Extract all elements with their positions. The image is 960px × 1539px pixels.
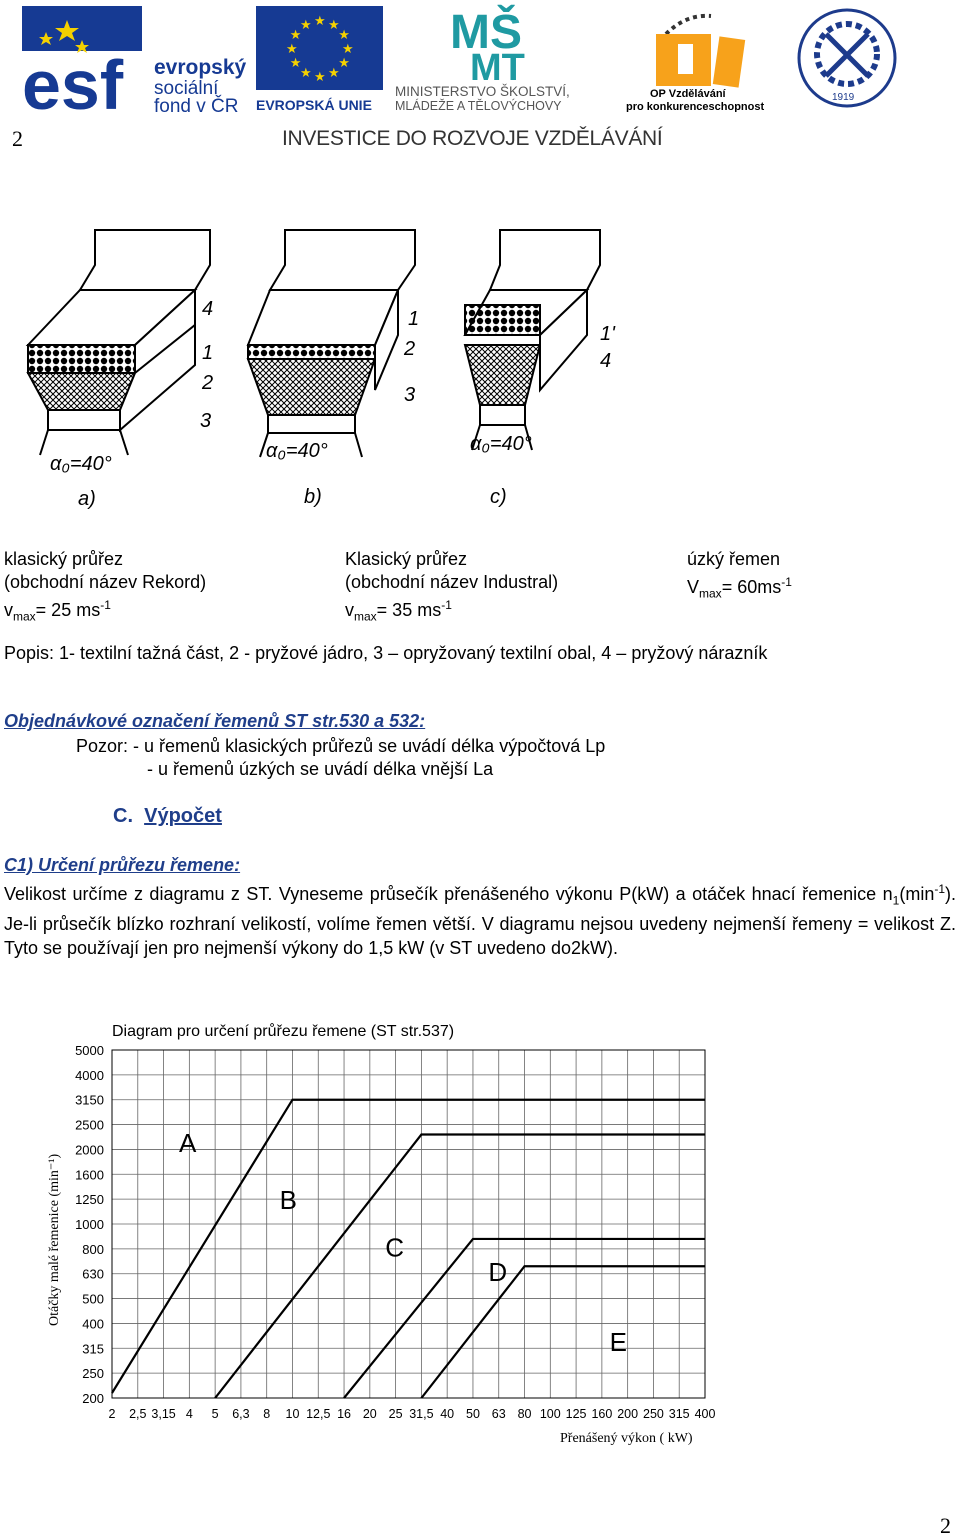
label-b-1: 1 (408, 308, 420, 330)
x-tick-label: 315 (668, 1407, 690, 1421)
label-c-1: 1' (600, 323, 615, 345)
x-tick-label: 12,5 (306, 1407, 331, 1421)
chart-y-label: Otáčky malé řemenice (min⁻¹) (47, 1153, 62, 1326)
eu-star-icon: ★ (338, 27, 350, 42)
section-c-description (687, 548, 792, 606)
eu-star-icon: ★ (289, 55, 302, 70)
y-tick-label: 3150 (75, 1092, 104, 1108)
label-c-4: 4 (600, 350, 612, 372)
x-tick-label: 4 (185, 1407, 193, 1421)
x-tick-label: 100 (539, 1407, 561, 1421)
chart-title: Diagram pro určení průřezu řemene (ST str.537) (112, 1023, 455, 1040)
x-tick-label: 3,15 (151, 1407, 176, 1421)
section-c-vmax: $V_{max}= 60ms^{-1}$ (687, 575, 792, 601)
eu-star-icon: ★ (342, 41, 354, 56)
y-tick-label: 800 (82, 1241, 104, 1257)
x-tick-label: 2,5 (129, 1407, 147, 1421)
msmt-line1: MINISTERSTVO ŠKOLSTVÍ, (395, 84, 570, 99)
x-tick-label: 125 (565, 1407, 587, 1421)
caption-b: b) (304, 486, 322, 508)
angle-c: α₀=40° (470, 433, 532, 455)
y-tick-label: 630 (82, 1266, 104, 1282)
y-tick-label: 2000 (75, 1142, 104, 1158)
op-logo (626, 4, 774, 112)
calc-heading (113, 805, 222, 828)
x-tick-label: 6,3 (232, 1407, 250, 1421)
y-tick-label: 4000 (75, 1067, 104, 1083)
label-b-2: 2 (404, 338, 416, 360)
belt-cross-section-figure (20, 205, 620, 510)
eu-star-icon: ★ (300, 16, 312, 32)
x-tick-label: 80 (517, 1407, 532, 1421)
eu-star-icon: ★ (289, 27, 302, 42)
section-b-description (345, 548, 558, 629)
x-tick-label: 50 (466, 1407, 480, 1421)
header-tagline: INVESTICE DO ROZVOJE VZDĚLÁVÁNÍ (282, 127, 663, 150)
x-tick-label: 10 (285, 1407, 300, 1421)
region-label-e: E (609, 1326, 627, 1357)
y-tick-label: 315 (82, 1341, 104, 1357)
svg-text:esf: esf (22, 46, 124, 112)
belt-selection-chart (0, 980, 960, 1460)
svg-text:MŠ: MŠ (450, 6, 522, 59)
x-tick-label: 160 (591, 1407, 613, 1421)
x-tick-label: 31,5 (409, 1407, 434, 1421)
caption-a: a) (78, 488, 96, 510)
op-line2: pro konkurenceschopnost (626, 101, 765, 112)
x-tick-label: 16 (337, 1407, 351, 1421)
order-line2: - u řemenů úzkých se uvádí délka vnější La (147, 759, 494, 779)
eu-logo (256, 6, 384, 112)
op-line1: OP Vzdělávání (650, 88, 726, 100)
eu-label: EVROPSKÁ UNIE (256, 97, 372, 112)
msmt-logo (395, 4, 625, 112)
region-label-c: C (385, 1232, 405, 1263)
x-tick-label: 400 (694, 1407, 716, 1421)
y-tick-label: 1600 (75, 1167, 104, 1183)
y-tick-label: 200 (82, 1391, 104, 1406)
section-a-vmax: $v_{max}= 25$ $ms^{-1}$ (4, 598, 111, 624)
section-a-line1: klasický průřez (4, 549, 124, 569)
y-tick-label: 400 (82, 1316, 104, 1332)
y-tick-label: 1250 (75, 1192, 104, 1208)
x-tick-label: 20 (362, 1407, 377, 1421)
esf-logo (22, 6, 247, 112)
label-a-2: 2 (202, 372, 214, 394)
region-label-d: D (488, 1257, 508, 1288)
section-c-line1: úzký řemen (687, 549, 781, 569)
x-tick-label: 40 (440, 1407, 455, 1421)
y-tick-label: 1000 (75, 1217, 104, 1232)
caption-c: c) (490, 486, 507, 508)
eu-star-icon: ★ (328, 16, 340, 32)
x-tick-label: 2 (108, 1407, 116, 1421)
region-label-a: A (179, 1127, 197, 1158)
popis-legend: Popis: 1- textilní tažná část, 2 - pryžové jádro, 3 – opryžovaný textilní obal, 4 – pryžový nárazník (4, 643, 768, 663)
y-tick-label: 5000 (75, 1043, 104, 1058)
section-b-line2: (obchodní název Industral) (345, 572, 559, 592)
eu-star-icon: ★ (328, 65, 340, 81)
eu-star-icon: ★ (300, 65, 312, 81)
eu-star-icon: ★ (314, 13, 326, 28)
label-b-3: 3 (404, 384, 416, 406)
eu-star-icon: ★ (314, 69, 326, 84)
x-tick-label: 8 (263, 1407, 271, 1421)
label-a-4: 4 (202, 298, 214, 320)
eu-star-icon: ★ (338, 55, 350, 70)
calc-title: Výpočet (144, 805, 222, 827)
x-tick-label: 25 (388, 1407, 403, 1421)
page-number: 2 (12, 126, 23, 151)
order-heading: Objednávkové označení řemenů ST str.530 a 532: (4, 711, 426, 731)
region-label-b: B (279, 1185, 297, 1216)
esf-line2: sociální (154, 78, 219, 99)
esf-line1: evropský (154, 56, 247, 79)
angle-b: α₀=40° (266, 440, 328, 462)
y-tick-label: 2500 (75, 1117, 104, 1133)
svg-text:MT: MT (470, 47, 525, 89)
y-tick-label: 500 (82, 1291, 104, 1307)
y-tick-label: 250 (82, 1366, 104, 1382)
eu-star-icon: ★ (286, 41, 298, 56)
chart-x-label: Přenášený výkon ( kW) (560, 1431, 693, 1446)
label-a-1: 1 (202, 342, 214, 364)
esf-line3: fond v ČR (154, 96, 239, 112)
angle-a: α₀=40° (50, 453, 112, 475)
footer-page-number: 2 (940, 1513, 951, 1538)
seal-year: 1919 (832, 92, 855, 103)
section-a-description (4, 548, 206, 629)
msmt-line2: MLÁDEŽE A TĚLOVÝCHOVY (395, 99, 562, 112)
calc-prefix: C. (113, 805, 133, 827)
c1-paragraph: Velikost určíme z diagramu z ST. Vyneseme průsečík přenášeného výkonu P(kW) a otáček hnací řemenice $n_1(\min^{-1})$. Je-li průsečík blízko rozhraní velikostí, volíme řemen větší. V diagramu nejsou uvedeny nejmenší řemeny = velikost Z. Tyto se používají jen pro nejmenší výkony do 1,5 kW (v ST uvedeno do2kW). (4, 882, 956, 958)
x-tick-label: 63 (491, 1407, 506, 1421)
c1-heading: C1) Určení průřezu řemene: (4, 855, 241, 875)
x-tick-label: 200 (617, 1407, 639, 1421)
section-b-line1: Klasický průřez (345, 549, 468, 569)
x-tick-label: 5 (211, 1407, 219, 1421)
label-a-3: 3 (200, 410, 212, 432)
section-b-vmax: $v_{max}= 35$ $ms^{-1}$ (345, 598, 452, 624)
x-tick-label: 250 (643, 1407, 664, 1421)
section-a-line2: (obchodní název Rekord) (4, 572, 207, 592)
order-line1: Pozor: - u řemenů klasických průřezů se uvádí délka výpočtová Lp (76, 736, 606, 756)
school-seal (796, 6, 898, 110)
